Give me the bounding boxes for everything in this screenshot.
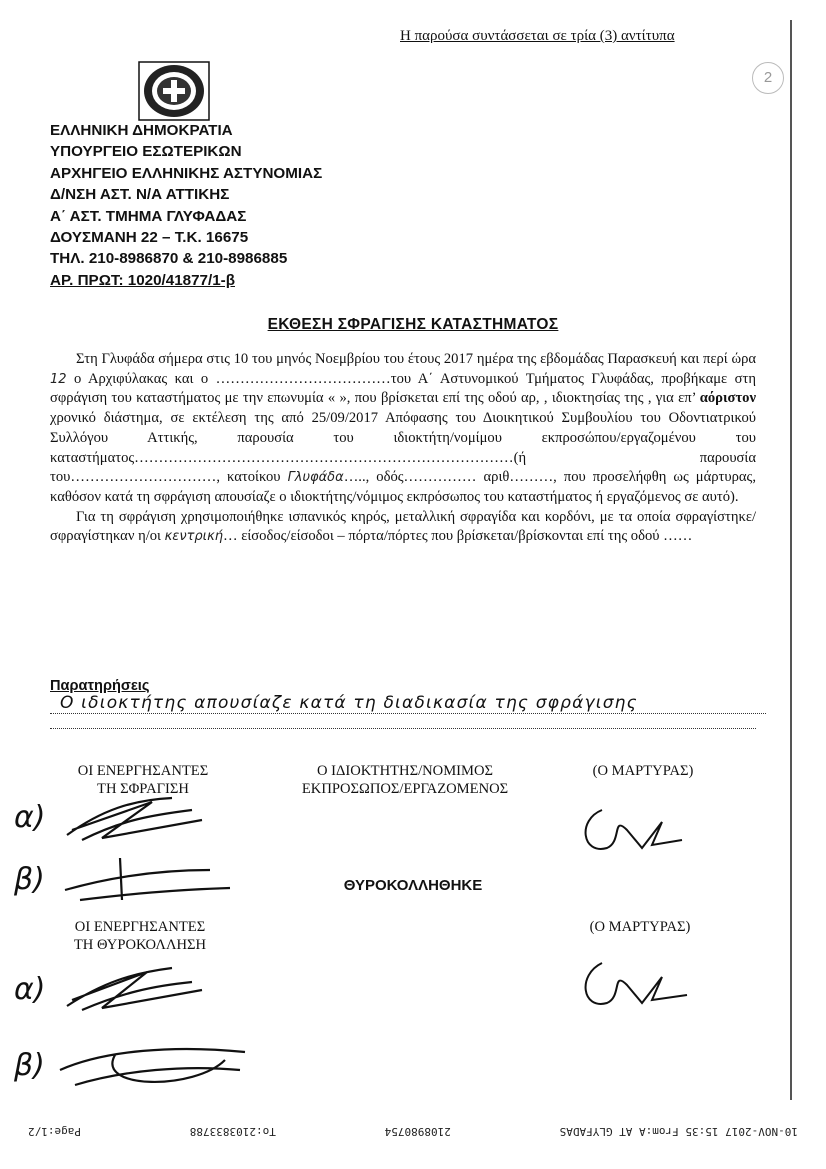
- mark-beta-2: β): [14, 1048, 45, 1083]
- door-officer-signature-b: [55, 1030, 255, 1100]
- officer-signature-a: [62, 790, 232, 850]
- fax-to-number: To:2103833788: [189, 1125, 276, 1138]
- witness-signature-2: [572, 955, 692, 1015]
- handwritten-hour: 12: [50, 371, 67, 387]
- handwritten-city: Γλυφάδα: [287, 470, 344, 486]
- door-officer-signature-a: [62, 958, 222, 1018]
- observations-label: Παρατηρήσεις: [50, 678, 150, 694]
- greek-state-seal-icon: [134, 60, 214, 122]
- header-line: ΑΡΧΗΓΕΙΟ ΕΛΛΗΝΙΚΗΣ ΑΣΤΥΝΟΜΙΑΣ: [50, 164, 323, 182]
- circled-page-number: 2: [752, 62, 784, 94]
- header-line: ΔΟΥΣΜΑΝΗ 22 – Τ.Κ. 16675: [50, 229, 249, 247]
- observations-dotted-line: [50, 726, 756, 729]
- header-line: Α΄ ΑΣΤ. ΤΜΗΜΑ ΓΛΥΦΑΔΑΣ: [50, 207, 247, 225]
- header-line: ΥΠΟΥΡΓΕΙΟ ΕΣΩΤΕΡΙΚΩΝ: [50, 143, 242, 161]
- mark-alpha: α): [14, 800, 46, 835]
- mark-alpha-2: α): [14, 972, 46, 1007]
- door-officers-label: ΟΙ ΕΝΕΡΓΗΣΑΝΤΕΣ ΤΗ ΘΥΡΟΚΟΛΛΗΣΗ: [73, 919, 207, 953]
- door-sealed-heading: ΘΥΡΟΚΟΛΛΗΘΗΚΕ: [343, 877, 483, 894]
- witness-label-1: (Ο ΜΑΡΤΥΡΑΣ): [592, 763, 694, 779]
- header-line: ΕΛΛΗΝΙΚΗ ΔΗΜΟΚΡΑΤΙΑ: [50, 122, 233, 139]
- sealing-officers-label: ΟΙ ΕΝΕΡΓΗΣΑΝΤΕΣ ΤΗ ΣΦΡΑΓΙΣΗ: [77, 763, 209, 797]
- fax-footer: [28, 1125, 798, 1138]
- paragraph-2: Για τη σφράγιση χρησιμοποιήθηκε ισπανικός κηρός, μεταλλική σφραγίδα και κορδόνι, με τα οποία σφραγίστηκε/σφραγίστηκαν η/οι κεντρική… είσοδος/είσοδοι – πόρτα/πόρτες που βρίσκεται/βρίσκονται επί της οδού ……: [50, 508, 756, 545]
- page-edge-line: [790, 20, 792, 1100]
- protocol-number: ΑΡ. ΠΡΩΤ: 1020/41877/1-β: [50, 271, 235, 289]
- header-line: ΤΗΛ. 210-8986870 & 210-8986885: [50, 250, 288, 268]
- handwritten-entry: κεντρική: [164, 529, 223, 545]
- paragraph-1: Στη Γλυφάδα σήμερα στις 10 του μηνός Νοεμβρίου του έτους 2017 ημέρα της εβδομάδας Παρασκευή και περί ώρα 12 ο Αρχιφύλακας και ο ………………………………του Α΄ Αστυνομικού Τμήματος Γλυφάδας, προβήκαμε στη σφράγιση του καταστήματος με την επωνυμία « », που βρίσκεται επί της οδού αρ, , ιδιοκτησίας της , για επ’ αόριστον χρονικό διάστημα, σε εκτέλεση της από 25/09/2017 Απόφασης του Διοικητικού Συμβουλίου του Οδοντιατρικού Συλλόγου Αττικής, παρουσία του ιδιοκτήτη/νομίμου εκπροσώπου/εργαζομένου του καταστήματος……………………………………………………………………(ή παρουσία του…………………………, κατοίκου Γλυφάδα….., οδός…………… αριθ………, που προσελήφθη ως μάρτυρας, καθόσον κατά τη σφράγιση απουσίαζε ο ιδιοκτήτης/νόμιμος εκπρόσωπος του καταστήματος ή εργαζόμενος σε αυτό).: [50, 351, 756, 505]
- fax-date-from: 10-NOV-2017 15:35 From:A AT GLYFADAS: [559, 1125, 798, 1138]
- document-title: ΕΚΘΕΣΗ ΣΦΡΑΓΙΣΗΣ ΚΑΤΑΣΤΗΜΑΤΟΣ: [267, 316, 559, 333]
- witness-label-2: (Ο ΜΑΡΤΥΡΑΣ): [589, 919, 691, 935]
- issuer-header: [50, 120, 322, 291]
- witness-signature-1: [572, 800, 692, 860]
- observations-handwritten: Ο ιδιοκτήτης απουσίαζε κατά τη διαδικασία της σφράγισης: [50, 693, 766, 714]
- mark-beta: β): [14, 862, 45, 897]
- owner-label: Ο ΙΔΙΟΚΤΗΤΗΣ/ΝΟΜΙΜΟΣ ΕΚΠΡΟΣΩΠΟΣ/ΕΡΓΑΖΟΜΕΝΟΣ: [301, 763, 509, 797]
- fax-page: Page:1/2: [28, 1125, 81, 1138]
- copies-note: Η παρούσα συντάσσεται σε τρία (3) αντίτυπα: [400, 28, 675, 44]
- header-line: Δ/ΝΣΗ ΑΣΤ. Ν/Α ΑΤΤΙΚΗΣ: [50, 186, 230, 204]
- report-body: [50, 350, 756, 547]
- fax-from-number: 2108980754: [384, 1125, 451, 1138]
